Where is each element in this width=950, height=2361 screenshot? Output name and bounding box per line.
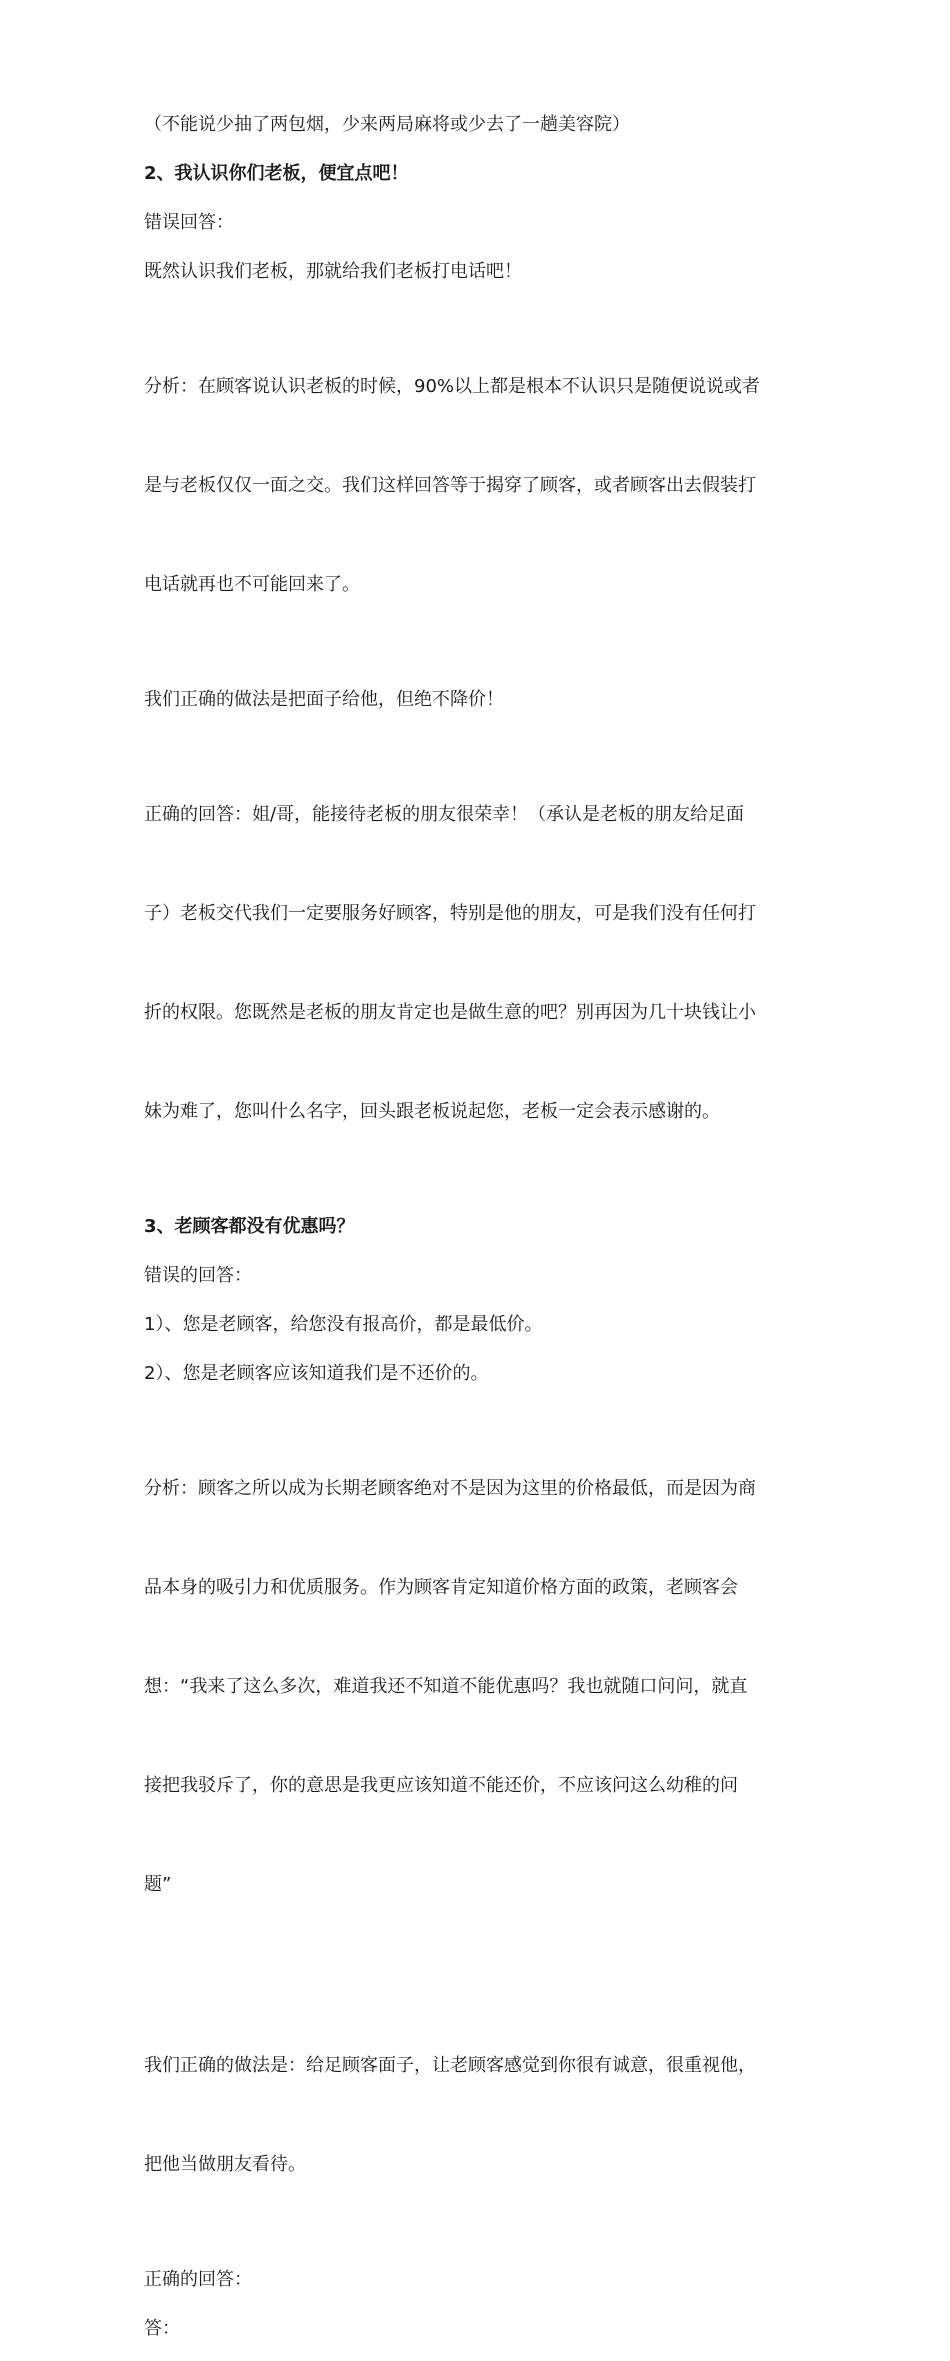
- section-3-wrong-answer-1: 1）、您是老顾客，给您没有报高价，都是最低价。: [144, 1314, 543, 1335]
- text-line: 品本身的吸引力和优质服务。作为顾客肯定知道价格方面的政策，老顾客会: [144, 1577, 738, 1598]
- text-line: 题”: [144, 1874, 172, 1895]
- text-line: 妹为难了，您叫什么名字，回头跟老板说起您，老板一定会表示感谢的。: [144, 1101, 720, 1122]
- section-3-heading: 3、老顾客都没有优惠吗？: [144, 1216, 355, 1237]
- section-2-method: 我们正确的做法是把面子给他，但绝不降价！: [144, 689, 504, 710]
- text-line: 接把我驳斥了，你的意思是我更应该知道不能还价，不应该问这么幼稚的问: [144, 1775, 738, 1796]
- text-line: 正确的回答：姐/哥，能接待老板的朋友很荣幸！（承认是老板的朋友给足面: [144, 804, 745, 825]
- section-3-analysis: [144, 1406, 806, 1967]
- section-2-wrong-answer: 既然认识我们老板，那就给我们老板打电话吧！: [144, 261, 522, 282]
- text-line: 子）老板交代我们一定要服务好顾客，特别是他的朋友，可是我们没有任何打: [144, 903, 756, 924]
- text-line: 我们正确的做法是：给足顾客面子，让老顾客感觉到你很有诚意，很重视他，: [144, 2055, 756, 2076]
- section-2-correct-answer: [144, 732, 806, 1194]
- section-3-correct-label: 正确的回答：: [144, 2269, 252, 2290]
- text-line: 折的权限。您既然是老板的朋友肯定也是做生意的吧？别再因为几十块钱让小: [144, 1002, 756, 1023]
- text-line: 电话就再也不可能回来了。: [144, 574, 360, 595]
- parenthetical-note: （不能说少抽了两包烟，少来两局麻将或少去了一趟美容院）: [144, 114, 630, 135]
- section-3-wrong-label: 错误的回答：: [144, 1265, 252, 1286]
- text-line: 想：“我来了这么多次，难道我还不知道不能优惠吗？我也就随口问问，就直: [144, 1676, 748, 1697]
- section-3-answer-label: 答：: [144, 2318, 180, 2339]
- text-line: 是与老板仅仅一面之交。我们这样回答等于揭穿了顾客，或者顾客出去假装打: [144, 475, 756, 496]
- section-3-method: [144, 1983, 806, 2247]
- text-line: 分析：在顾客说认识老板的时候，90%以上都是根本不认识只是随便说说或者: [144, 376, 761, 397]
- text-line: 把他当做朋友看待。: [144, 2154, 306, 2175]
- section-3-wrong-answer-2: 2）、您是老顾客应该知道我们是不还价的。: [144, 1363, 489, 1384]
- section-2-heading: 2、我认识你们老板，便宜点吧！: [144, 163, 409, 184]
- text-line: 分析：顾客之所以成为长期老顾客绝对不是因为这里的价格最低，而是因为商: [144, 1478, 756, 1499]
- section-2-analysis: [144, 304, 806, 667]
- document-page: [144, 108, 806, 2361]
- section-2-wrong-label: 错误回答：: [144, 212, 234, 233]
